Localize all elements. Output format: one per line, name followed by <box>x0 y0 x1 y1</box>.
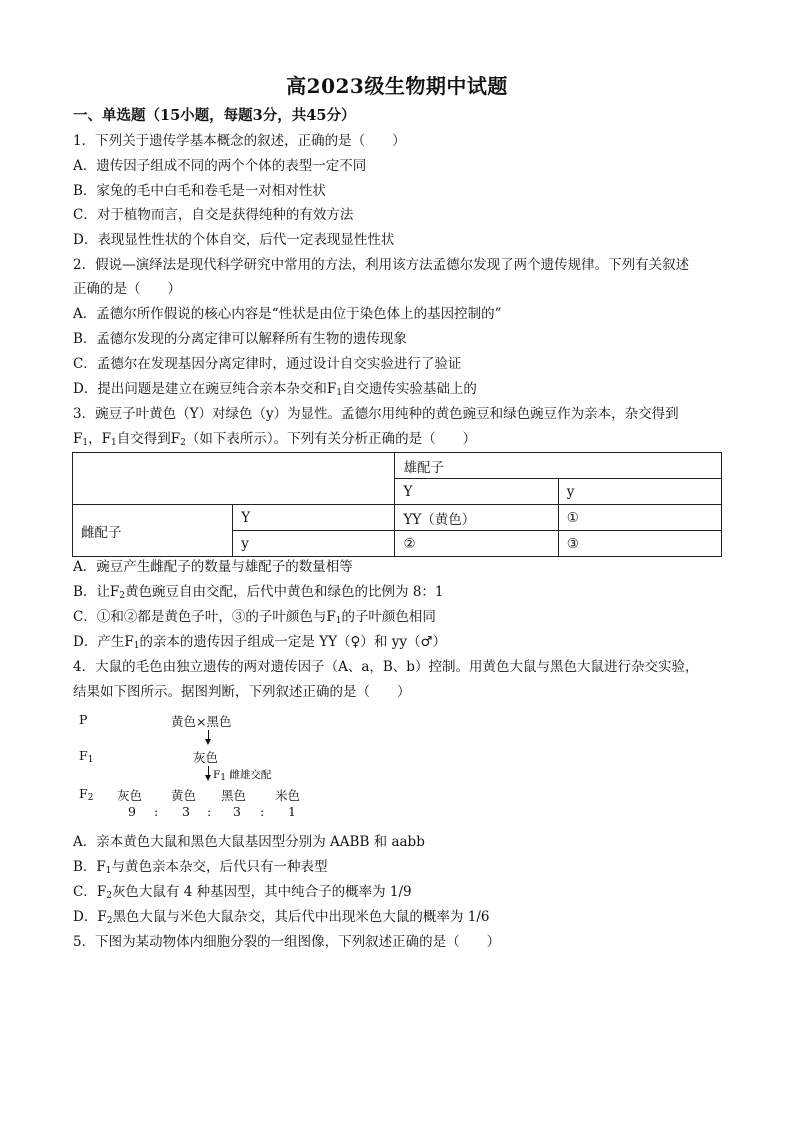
table-row <box>73 505 722 531</box>
q2-stem-line1: 2．假说—演绎法是现代科学研究中常用的方法，利用该方法孟德尔发现了两个遗传规律。下列有关叙述 <box>73 257 690 273</box>
q1-option-b: B．家兔的毛中白毛和卷毛是一对相对性状 <box>73 183 326 199</box>
q3-option-d: D．产生$F_1$的亲本的遗传因子组成一定是 YY（♀）和 yy（♂） <box>73 634 447 651</box>
parents-cross: 黄色×黑色 <box>171 714 232 729</box>
cell-1: ① <box>558 505 721 531</box>
f2-phenotype: 黑色 <box>221 788 247 803</box>
arrow-head-2 <box>205 775 211 781</box>
q3-option-b: B．让$F_2$黄色豌豆自由交配，后代中黄色和绿色的比例为 8：1 <box>73 584 444 601</box>
cell-3: ③ <box>558 531 721 557</box>
q3-option-a: A．豌豆产生雌配子的数量与雄配子的数量相等 <box>73 559 353 575</box>
q2-option-b: B．孟德尔发现的分离定律可以解释所有生物的遗传现象 <box>73 331 407 347</box>
q4-option-c: C．$F_2$灰色大鼠有 4 种基因型，其中纯合子的概率为 1/9 <box>73 884 412 901</box>
q1-option-d: D．表现显性性状的个体自交，后代一定表现显性性状 <box>73 232 395 248</box>
gamete-table <box>72 452 722 557</box>
ratio-value: 3 <box>233 804 241 819</box>
ratio-value: 9 <box>128 804 136 819</box>
ratio-separator: : <box>154 804 159 819</box>
ratio-value: 1 <box>288 804 296 819</box>
arrow-head-1 <box>205 739 211 745</box>
f2-phenotype: 米色 <box>275 788 301 803</box>
q5-stem: 5．下图为某动物体内细胞分裂的一组图像，下列叙述正确的是（ ） <box>73 934 501 950</box>
q1-option-c: C．对于植物而言，自交是获得纯种的有效方法 <box>73 207 354 223</box>
f2-phenotype: 灰色 <box>117 788 143 803</box>
f2-label: $F_2$ <box>79 786 94 803</box>
table-row <box>73 453 722 479</box>
q4-option-d: D．$F_2$黑色大鼠与米色大鼠杂交，其后代中出现米色大鼠的概率为 1/6 <box>73 909 490 926</box>
q2-option-d: D．提出问题是建立在豌豆纯合亲本杂交和$F_1$自交遗传实验基础上的 <box>73 381 477 398</box>
q4-stem-line1: 4．大鼠的毛色由独立遗传的两对遗传因子（A、a，B、b）控制。用黄色大鼠与黑色大鼠进行杂交实验， <box>73 659 699 675</box>
f2-phenotype: 黄色 <box>171 788 197 803</box>
cross-diagram <box>73 706 333 826</box>
section-heading: 一、单选题（15小题，每题3分，共45分） <box>73 107 356 124</box>
q4-option-a: A．亲本黄色大鼠和黑色大鼠基因型分别为 AABB 和 aabb <box>73 834 425 850</box>
q2-stem-line2: 正确的是（ ） <box>73 281 181 297</box>
cell-YY: YY（黄色） <box>395 505 558 531</box>
q4-option-b: B．$F_1$与黄色亲本杂交，后代只有一种表型 <box>73 859 328 876</box>
male-gamete-Y: Y <box>395 479 558 505</box>
male-gamete-header: 雄配子 <box>395 453 722 479</box>
cross-note: $F_1$ 雌雄交配 <box>213 769 272 783</box>
q3-option-c: C．①和②都是黄色子叶，③的子叶颜色与$F_1$的子叶颜色相同 <box>73 609 436 626</box>
q4-stem-line2: 结果如下图所示。据图判断，下列叙述正确的是（ ） <box>73 684 411 700</box>
q2-option-a: A．孟德尔所作假说的核心内容是“性状是由位于染色体上的基因控制的” <box>73 306 502 322</box>
f1-label: $F_1$ <box>79 748 94 765</box>
p-label: P <box>79 712 88 727</box>
female-gamete-y: y <box>233 531 395 557</box>
ratio-separator: : <box>260 804 265 819</box>
female-gamete-Y: Y <box>233 505 395 531</box>
q1-option-a: A．遗传因子组成不同的两个个体的表型一定不同 <box>73 158 367 174</box>
ratio-separator: : <box>207 804 212 819</box>
q2-option-c: C．孟德尔在发现基因分离定律时，通过设计自交实验进行了验证 <box>73 356 462 372</box>
q3-stem-line2: $F_1$，$F_1$自交得到$F_2$（如下表所示）。下列有关分析正确的是（ ） <box>73 431 477 448</box>
exam-title: 高2023级生物期中试题 <box>286 74 508 98</box>
cell-2: ② <box>395 531 558 557</box>
f1-phenotype: 灰色 <box>193 750 219 765</box>
table-corner-cell <box>73 453 395 505</box>
q1-stem: 1．下列关于遗传学基本概念的叙述，正确的是（ ） <box>73 133 406 149</box>
male-gamete-y: y <box>558 479 721 505</box>
female-gamete-header: 雌配子 <box>73 505 233 557</box>
q3-stem-line1: 3．豌豆子叶黄色（Y）对绿色（y）为显性。孟德尔用纯种的黄色豌豆和绿色豌豆作为亲本，杂交得到 <box>73 406 679 422</box>
ratio-value: 3 <box>182 804 190 819</box>
